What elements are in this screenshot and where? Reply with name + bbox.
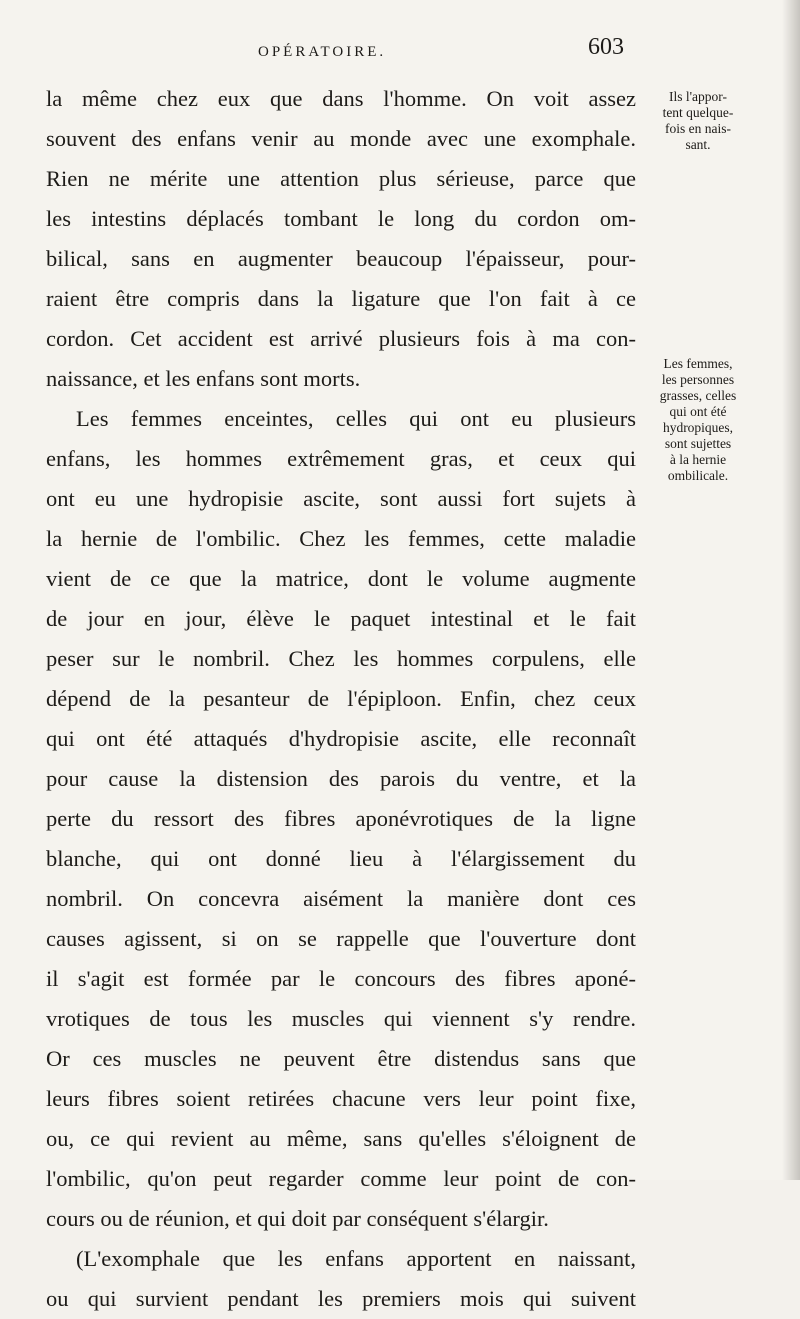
body-line: dépend de la pesanteur de l'épiploon. Enfin, chez ceux <box>46 686 636 711</box>
margin-note-line: les personnes <box>661 372 735 387</box>
running-title: OPÉRATOIRE. <box>258 44 387 60</box>
body-line: raient être compris dans la ligature que l'on fait à ce <box>46 286 636 311</box>
body-line: perte du ressort des fibres aponévrotiques de la ligne <box>46 806 636 831</box>
body-line: de jour en jour, élève le paquet intestinal et le fait <box>46 606 636 631</box>
body-line: nombril. On concevra aisément la manière dont ces <box>46 886 636 911</box>
body-line: (L'exomphale que les enfans apportent en naissant, <box>76 1246 636 1271</box>
body-line: Rien ne mérite une attention plus sérieuse, parce que <box>46 166 636 191</box>
margin-note-line: grasses, celles <box>659 388 737 403</box>
body-line: la même chez eux que dans l'homme. On voit assez <box>46 86 636 111</box>
margin-note-line: Les femmes, <box>663 356 733 371</box>
margin-note-line: tent quelque- <box>662 105 734 120</box>
body-line: cours ou de réunion, et qui doit par conséquent s'élargir. <box>46 1206 549 1231</box>
page-number: 603 <box>588 34 624 60</box>
body-line: Les femmes enceintes, celles qui ont eu plusieurs <box>76 406 636 431</box>
margin-note <box>642 89 754 153</box>
body-line: bilical, sans en augmenter beaucoup l'épaisseur, pour- <box>46 246 636 271</box>
body-line: souvent des enfans venir au monde avec une exomphale. <box>46 126 636 151</box>
margin-note-line: à la hernie <box>669 452 727 467</box>
body-line: naissance, et les enfans sont morts. <box>46 366 361 391</box>
body-line: vient de ce que la matrice, dont le volume augmente <box>46 566 636 591</box>
margin-note-line: fois en nais- <box>665 121 731 136</box>
margin-note-line: ombilicale. <box>667 468 729 483</box>
body-line: ont eu une hydropisie ascite, sont aussi fort sujets à <box>46 486 636 511</box>
margin-note-line: sant. <box>685 137 711 152</box>
margin-note-line: hydropiques, <box>662 420 734 435</box>
body-line: peser sur le nombril. Chez les hommes corpulens, elle <box>46 646 636 671</box>
body-text <box>46 79 636 1319</box>
body-line: il s'agit est formée par le concours des fibres aponé- <box>46 966 636 991</box>
body-line: blanche, qui ont donné lieu à l'élargissement du <box>46 846 636 871</box>
margin-note-line: qui ont été <box>669 404 727 419</box>
body-line: ou qui survient pendant les premiers mois qui suivent <box>46 1286 636 1311</box>
body-line: leurs fibres soient retirées chacune vers leur point fixe, <box>46 1086 636 1111</box>
page-edge-shadow <box>782 0 800 1180</box>
margin-note-line: Ils l'appor- <box>668 89 728 104</box>
body-line: cordon. Cet accident est arrivé plusieurs fois à ma con- <box>46 326 636 351</box>
margin-note-line: sont sujettes <box>664 436 732 451</box>
body-line: la hernie de l'ombilic. Chez les femmes, cette maladie <box>46 526 636 551</box>
body-line: causes agissent, si on se rappelle que l'ouverture dont <box>46 926 636 951</box>
body-line: enfans, les hommes extrêmement gras, et ceux qui <box>46 446 636 471</box>
margin-note <box>642 356 754 484</box>
body-line: l'ombilic, qu'on peut regarder comme leur point de con- <box>46 1166 636 1191</box>
body-line: pour cause la distension des parois du ventre, et la <box>46 766 636 791</box>
body-line: Or ces muscles ne peuvent être distendus sans que <box>46 1046 636 1071</box>
body-line: qui ont été attaqués d'hydropisie ascite, elle reconnaît <box>46 726 636 751</box>
body-line: les intestins déplacés tombant le long du cordon om- <box>46 206 636 231</box>
body-line: vrotiques de tous les muscles qui viennent s'y rendre. <box>46 1006 636 1031</box>
body-line: ou, ce qui revient au même, sans qu'elles s'éloignent de <box>46 1126 636 1151</box>
